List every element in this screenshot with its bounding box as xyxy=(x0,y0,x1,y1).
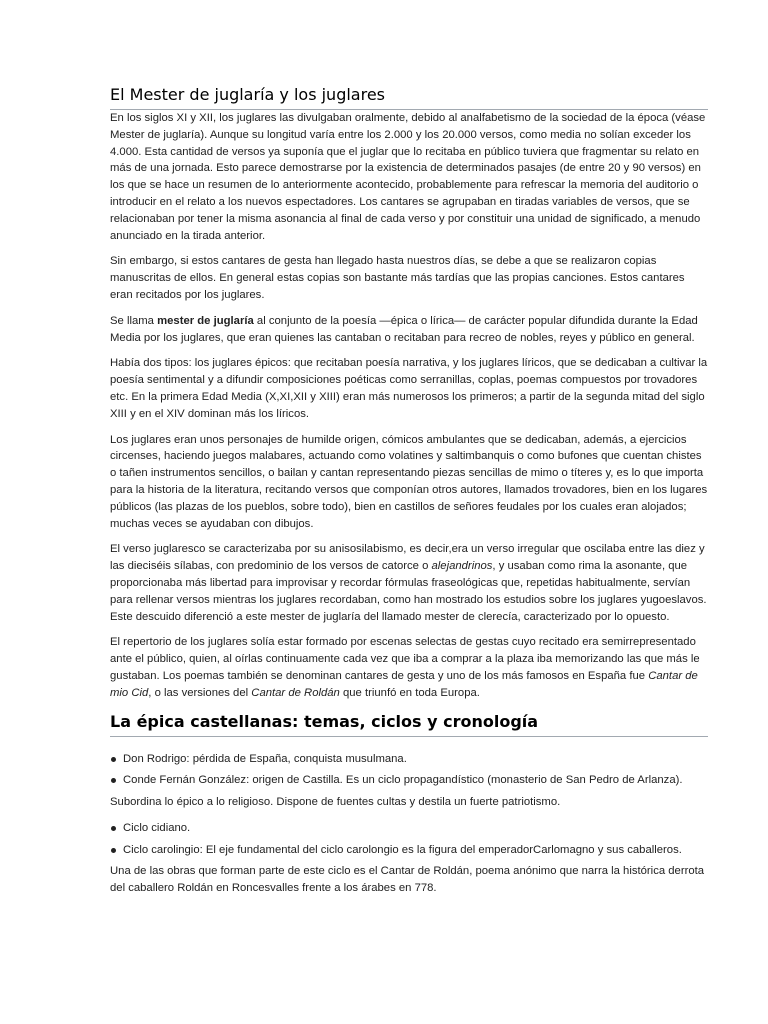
list-item xyxy=(110,772,708,789)
bullet-icon xyxy=(111,826,116,831)
paragraph-2: Sin embargo, si estos cantares de gesta han llegado hasta nuestros días, se debe a que se realizaron copias manuscritas de ellos. En general estas copias son bastante más tardías que las propias canciones. Estos cantares eran recitados por los juglares. xyxy=(110,255,685,301)
list-item xyxy=(110,820,708,837)
cycle-list-1 xyxy=(110,751,708,790)
list-item-text: Conde Fernán González: origen de Castilla. Es un ciclo propagandístico (monasterio de San Pedro de Arlanza). xyxy=(123,774,683,787)
bullet-icon xyxy=(111,848,116,853)
section-heading-epica: La épica castellanas: temas, ciclos y cronología xyxy=(110,711,708,737)
list-item-text: Don Rodrigo: pérdida de España, conquista musulmana. xyxy=(123,752,407,765)
bullet-icon xyxy=(111,757,116,762)
cycle-list-2 xyxy=(110,820,708,859)
paragraph-7-post: que triunfó en toda Europa. xyxy=(339,686,480,699)
paragraph-6 xyxy=(110,541,708,625)
closing-paragraph: Una de las obras que forman parte de este ciclo es el Cantar de Roldán, poema anónimo que narra la histórica derrota del caballero Roldán en Roncesvalles frente a los árabes en 778. xyxy=(110,865,705,895)
paragraph-6-post: , y usaban como rima la asonante, que proporcionaba más libertad para improvisar y recordar fórmulas fraseológicas que, repetidas habitualmente, servían para rellenar versos mientras los juglares recordaban, como han mostrado los estudios sobre los juglares yugoeslavos. Este descuido diferenció a este mester de juglaría del llamado mester de clerecía, caracterizado por lo opuesto. xyxy=(110,560,707,623)
article-body xyxy=(110,84,708,906)
paragraph-5: Los juglares eran unos personajes de humilde origen, cómicos ambulantes que se dedicaban, además, a ejercicios circenses, haciendo juegos malabares, actuando como volatines y saltimbanquis o como bufones que cuentan chistes o tañen instrumentos sencillos, o bailan y cantan representando piezas sencillas de mimo o títeres y, es lo que importa para la historia de la literatura, recitando versos que componían otros autores, llamados trovadores, bien en los lugares públicos (las plazas de los pueblos, sobre todo), bien en castillos de señores feudales por los cuales eran alojados; muchas veces se ayudaban con dibujos. xyxy=(110,433,708,530)
list-item xyxy=(110,751,708,768)
paragraph-3-post: al conjunto de la poesía —épica o lírica— de carácter popular difundida durante la Edad Media por los juglares, que eran quienes las cantaban o recitaban para recreo de nobles, reyes y público en general. xyxy=(110,314,698,344)
paragraph-7 xyxy=(110,634,708,701)
paragraph-7-pre: El repertorio de los juglares solía estar formado por escenas selectas de gestas cuyo recitado era semirrepresentado ante el público, quien, al oírlas continuamente cada vez que iba a comprar a la plaza iba memorizando las que más le gustaban. Los poemas también se denominan cantares de gesta y uno de los más famosos en España fue xyxy=(110,636,700,682)
bullet-icon xyxy=(111,778,116,783)
term-alejandrinos: alejandrinos xyxy=(431,560,493,573)
section-heading-mester: El Mester de juglaría y los juglares xyxy=(110,84,708,110)
subordina-text: Subordina lo épico a lo religioso. Dispone de fuentes cultas y destila un fuerte patriotismo. xyxy=(110,796,561,809)
title-cantar-de-roldan: Cantar de Roldán xyxy=(251,686,340,699)
paragraph-3-pre: Se llama xyxy=(110,314,158,327)
paragraph-3 xyxy=(110,313,708,347)
list-item xyxy=(110,842,708,859)
title-cantar-de-mio-cid: Cantar de mio Cid xyxy=(110,669,698,699)
list-item-text: Ciclo carolingio: El eje fundamental del ciclo carolongio es la figura del emperadorCarlomagno y sus caballeros. xyxy=(123,843,682,856)
paragraph-4: Había dos tipos: los juglares épicos: que recitaban poesía narrativa, y los juglares líricos, que se dedicaban a cultivar la poesía sentimental y a difundir composiciones poéticas como serranillas, coplas, poemas compuestos por trovadores etc. En la primera Edad Media (X,XI,XII y XIII) eran más numerosos los primeros; a partir de la segunda mitad del siglo XIII y en el XIV dominan más los líricos. xyxy=(110,357,708,420)
list-item-text: Ciclo cidiano. xyxy=(123,821,191,834)
paragraph-7-mid: , o las versiones del xyxy=(148,686,252,699)
paragraph-6-pre: El verso juglaresco se caracterizaba por su anisosilabismo, es decir,era un verso irregular que oscilaba entre las diez y las dieciséis sílabas, con predominio de los versos de catorce o xyxy=(110,543,705,573)
paragraph-1: En los siglos XI y XII, los juglares las divulgaban oralmente, debido al analfabetismo de la sociedad de la época (véase Mester de juglaría). Aunque su longitud varía entre los 2.000 y los 20.000 versos, como media no solían exceder los 4.000. Esta cantidad de versos ya suponía que el juglar que lo recitaba en público tuviera que fragmentar su relato en más de una jornada. Esto parece demostrarse por la existencia de determinados pasajes (de entre 20 y 90 versos) en los que se hace un resumen de lo anteriormente acontecido, probablemente para refrescar la memoria del auditorio o introducir en el relato a los nuevos espectadores. Los cantares se agrupaban en tiradas variables de versos, que se relacionaban por tener la misma asonancia al final de cada verso y por constituir una unidad de significado, a menudo anunciado en la tirada anterior. xyxy=(110,112,706,242)
term-mester-de-juglaria: mester de juglaría xyxy=(157,314,254,327)
